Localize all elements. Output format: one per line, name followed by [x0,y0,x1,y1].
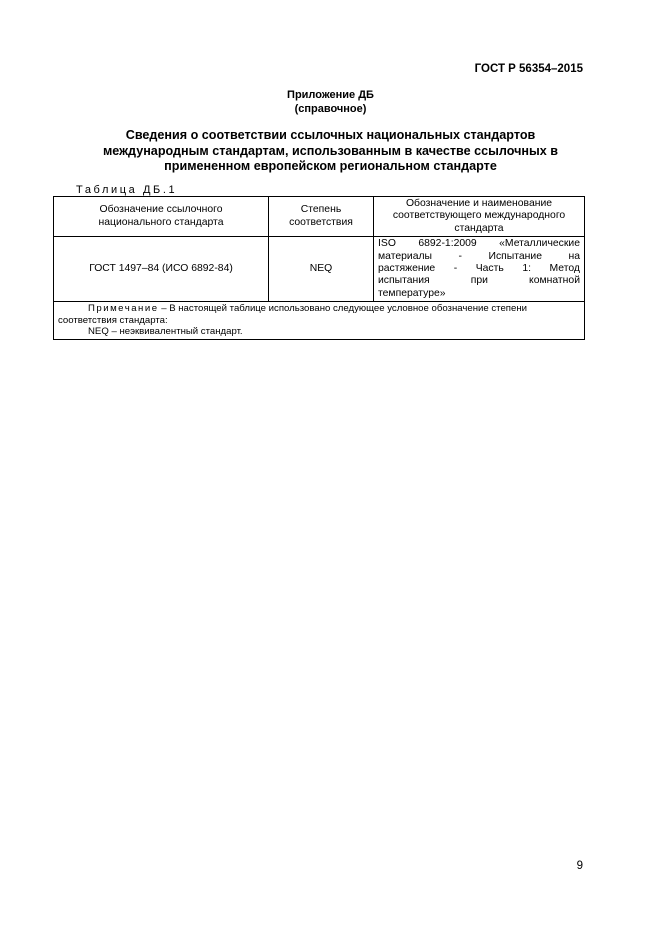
page-number: 9 [576,860,583,872]
section-heading [55,128,606,175]
header-degree: Степень соответствия [269,197,374,237]
annex-subtitle: (справочное) [294,103,367,115]
correspondence-table [53,196,585,340]
cell-national-standard: ГОСТ 1497–84 (ИСО 6892-84) [54,237,269,302]
header-national-standard: Обозначение ссылочного национального стандарта [54,197,269,237]
table-header-row [54,197,585,237]
table-row [54,237,585,302]
note-definition: NEQ – неэквивалентный стандарт. [88,326,243,338]
heading-line: Сведения о соответствии ссылочных национальных стандартов [125,128,536,142]
note-label: Примечание [88,303,159,315]
note-text: соответствия стандарта: [58,314,168,326]
heading-line: примененном европейском региональном стандарте [164,159,497,173]
table-note-row [54,302,585,340]
cell-degree: NEQ [269,237,374,302]
note-text: – В настоящей таблице использовано следующее условное обозначение степени [158,303,527,315]
annex-title: Приложение ДБ [287,89,374,101]
document-code: ГОСТ Р 56354–2015 [474,63,583,75]
heading-line: международным стандартам, использованным в качестве ссылочных в [102,143,559,158]
table-note [54,302,585,340]
table-caption: Таблица ДБ.1 [76,184,178,196]
cell-international-standard: ISO 6892-1:2009 «Металлические материалы - Испытание на растяжение - Часть 1: Метод испытания при комнатной температуре» [374,237,585,302]
annex-block [0,88,661,116]
header-international-standard: Обозначение и наименование соответствующего международного стандарта [374,197,585,237]
